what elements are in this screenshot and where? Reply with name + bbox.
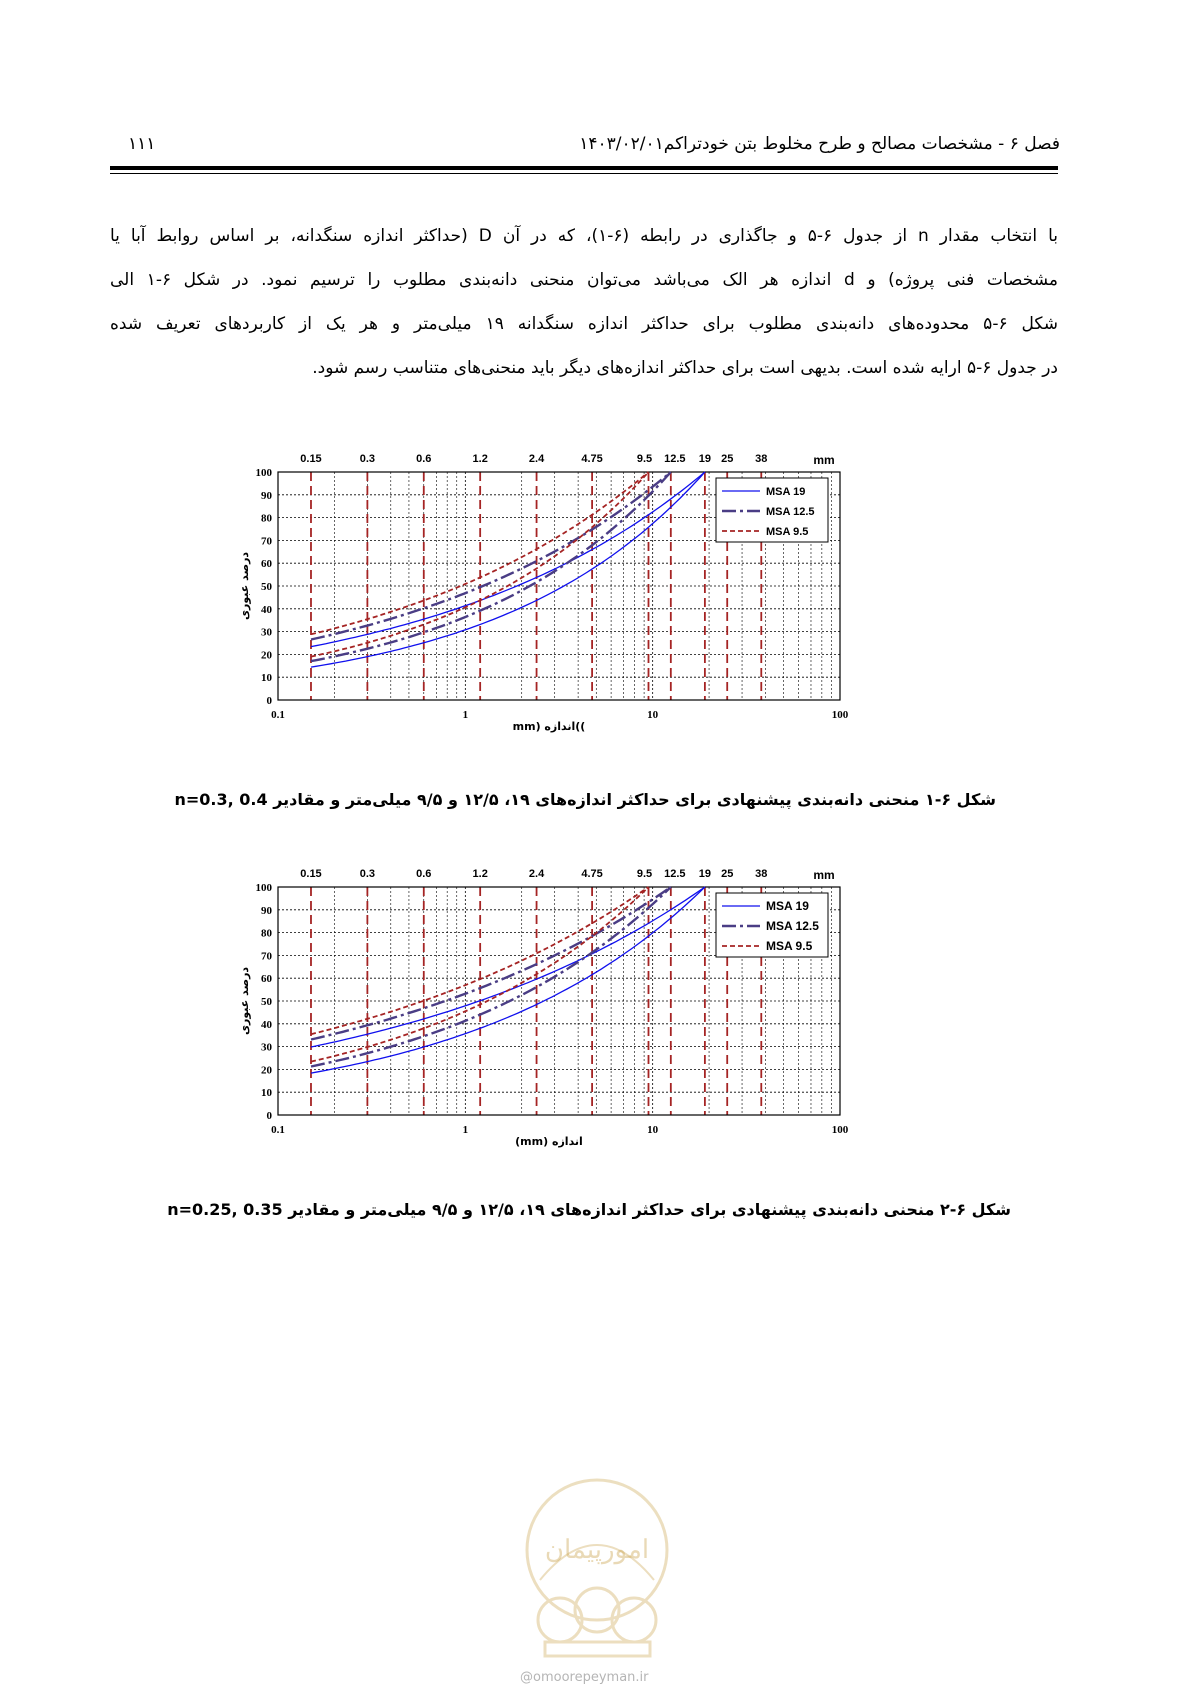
figure-caption-1: شکل ۶-۱ منحنی دانه‌بندی پیشنهادی برای حداکثر اندازه‌های ۱۹، ۱۲/۵ و ۹/۵ میلی‌متر و مقادیر n=0.3, 0.4 [174, 790, 996, 809]
top-sieve-label: 25 [721, 868, 734, 880]
y-tick-label: 80 [261, 512, 272, 525]
top-sieve-label: 19 [698, 868, 712, 880]
y-tick-label: 20 [261, 1064, 272, 1077]
y-tick-label: 40 [261, 1018, 272, 1031]
y-tick-label: 100 [255, 882, 272, 894]
y-tick-label: 10 [261, 1087, 272, 1100]
top-sieve-label: 9.5 [636, 453, 653, 465]
legend-label: MSA 19 [766, 899, 809, 913]
header-rule-thin [110, 173, 1058, 174]
x-tick-label: 0.1 [271, 1124, 285, 1136]
legend-label: MSA 12.5 [766, 919, 819, 933]
top-sieve-label: 19 [698, 453, 712, 465]
y-tick-label: 100 [255, 467, 272, 479]
y-tick-label: 50 [261, 581, 272, 593]
y-tick-label: 80 [261, 927, 272, 940]
y-axis-label: درصد عبوری [238, 966, 251, 1036]
x-tick-label: 0.1 [271, 709, 285, 721]
legend-label: MSA 19 [766, 486, 806, 498]
x-tick-label: 1 [462, 1124, 469, 1136]
series-line [311, 472, 671, 661]
top-sieve-label: 38 [755, 453, 768, 465]
y-tick-label: 20 [261, 649, 272, 662]
watermark-site: @omoorepeyman.ir [520, 1670, 649, 1685]
series-line [311, 887, 671, 1067]
x-tick-label: 10 [647, 1124, 659, 1136]
top-sieve-label: 0.6 [416, 868, 432, 880]
top-sieve-label: 4.75 [581, 868, 603, 880]
header-rule-thick [110, 166, 1058, 170]
x-axis-label: mm) اندازه(( [512, 720, 586, 733]
x-tick-label: 10 [647, 709, 659, 721]
y-tick-label: 60 [261, 973, 272, 986]
series-line [311, 887, 705, 1073]
top-unit-label: mm [813, 453, 835, 467]
top-sieve-label: 4.75 [581, 453, 603, 465]
top-sieve-label: 1.2 [472, 868, 488, 880]
chart-body [238, 453, 849, 733]
y-tick-label: 0 [266, 695, 272, 707]
y-tick-label: 60 [261, 558, 272, 571]
series-line [311, 472, 705, 667]
top-sieve-label: 2.4 [528, 453, 545, 465]
top-sieve-label: 2.4 [528, 868, 545, 880]
page-header [110, 128, 1060, 168]
top-sieve-label: 9.5 [636, 868, 653, 880]
y-axis-label: درصد عبوری [238, 551, 251, 621]
top-sieve-label: 38 [755, 868, 768, 880]
watermark-logo-text: امورپیمان [544, 1535, 650, 1565]
figure-caption-2: شکل ۶-۲ منحنی دانه‌بندی پیشنهادی برای حداکثر اندازه‌های ۱۹، ۱۲/۵ و ۹/۵ میلی‌متر و مقادیر n=0.25, 0.35 [167, 1200, 1011, 1219]
y-tick-label: 10 [261, 672, 272, 685]
gradation-chart-2 [240, 855, 920, 1175]
legend-label: MSA 9.5 [766, 526, 809, 538]
x-tick-label: 100 [831, 709, 849, 721]
top-sieve-label: 0.3 [359, 453, 376, 465]
y-tick-label: 70 [261, 950, 272, 963]
top-sieve-label: 0.15 [300, 868, 322, 880]
legend-label: MSA 12.5 [766, 506, 815, 518]
x-axis-label: (mm) اندازه [515, 1135, 583, 1148]
top-unit-label: mm [813, 868, 835, 882]
paragraph-line: شکل ۶-۵ محدوده‌های دانه‌بندی مطلوب برای حداکثر اندازه سنگدانه ۱۹ میلی‌متر و هر یک از کاربردهای تعریف شده [110, 314, 1058, 334]
chapter-title: فصل ۶ - مشخصات مصالح و طرح مخلوط بتن خودتراکم۱۴۰۳/۰۲/۰۱ [579, 134, 1060, 154]
y-tick-label: 70 [261, 535, 272, 548]
chart-body [238, 868, 849, 1148]
x-tick-label: 1 [462, 709, 469, 721]
y-tick-label: 90 [261, 489, 272, 502]
paragraph-line: در جدول ۶-۵ ارایه شده است. بدیهی است برای حداکثر اندازه‌های دیگر باید منحنی‌های متناسب رسم شود. [312, 358, 1058, 378]
body-paragraph [110, 214, 1058, 390]
legend-label: MSA 9.5 [766, 939, 813, 953]
x-tick-label: 100 [831, 1124, 849, 1136]
y-tick-label: 30 [261, 1041, 272, 1054]
paragraph-line: مشخصات فنی پروژه) و d اندازه هر الک می‌باشد می‌توان منحنی دانه‌بندی مطلوب را ترسیم نمود. در شکل ۶-۱ الی [110, 270, 1058, 290]
y-tick-label: 90 [261, 904, 272, 917]
top-sieve-label: 1.2 [472, 453, 488, 465]
gradation-chart-1 [240, 440, 920, 760]
top-sieve-label: 0.3 [359, 868, 376, 880]
y-tick-label: 30 [261, 626, 272, 639]
top-sieve-label: 0.15 [300, 453, 322, 465]
y-tick-label: 40 [261, 603, 272, 616]
y-tick-label: 0 [266, 1110, 272, 1122]
top-sieve-label: 25 [721, 453, 734, 465]
y-tick-label: 50 [261, 996, 272, 1008]
paragraph-line: با انتخاب مقدار n از جدول ۶-۵ و جاگذاری در رابطه (۶-۱)، که در آن D (حداکثر اندازه سنگدانه، بر اساس روابط آبا یا [110, 226, 1058, 246]
page-number: ۱۱۱ [128, 134, 156, 154]
top-sieve-label: 0.6 [416, 453, 432, 465]
top-sieve-label: 12.5 [664, 453, 686, 465]
top-sieve-label: 12.5 [664, 868, 686, 880]
watermark-logo [510, 1470, 685, 1670]
